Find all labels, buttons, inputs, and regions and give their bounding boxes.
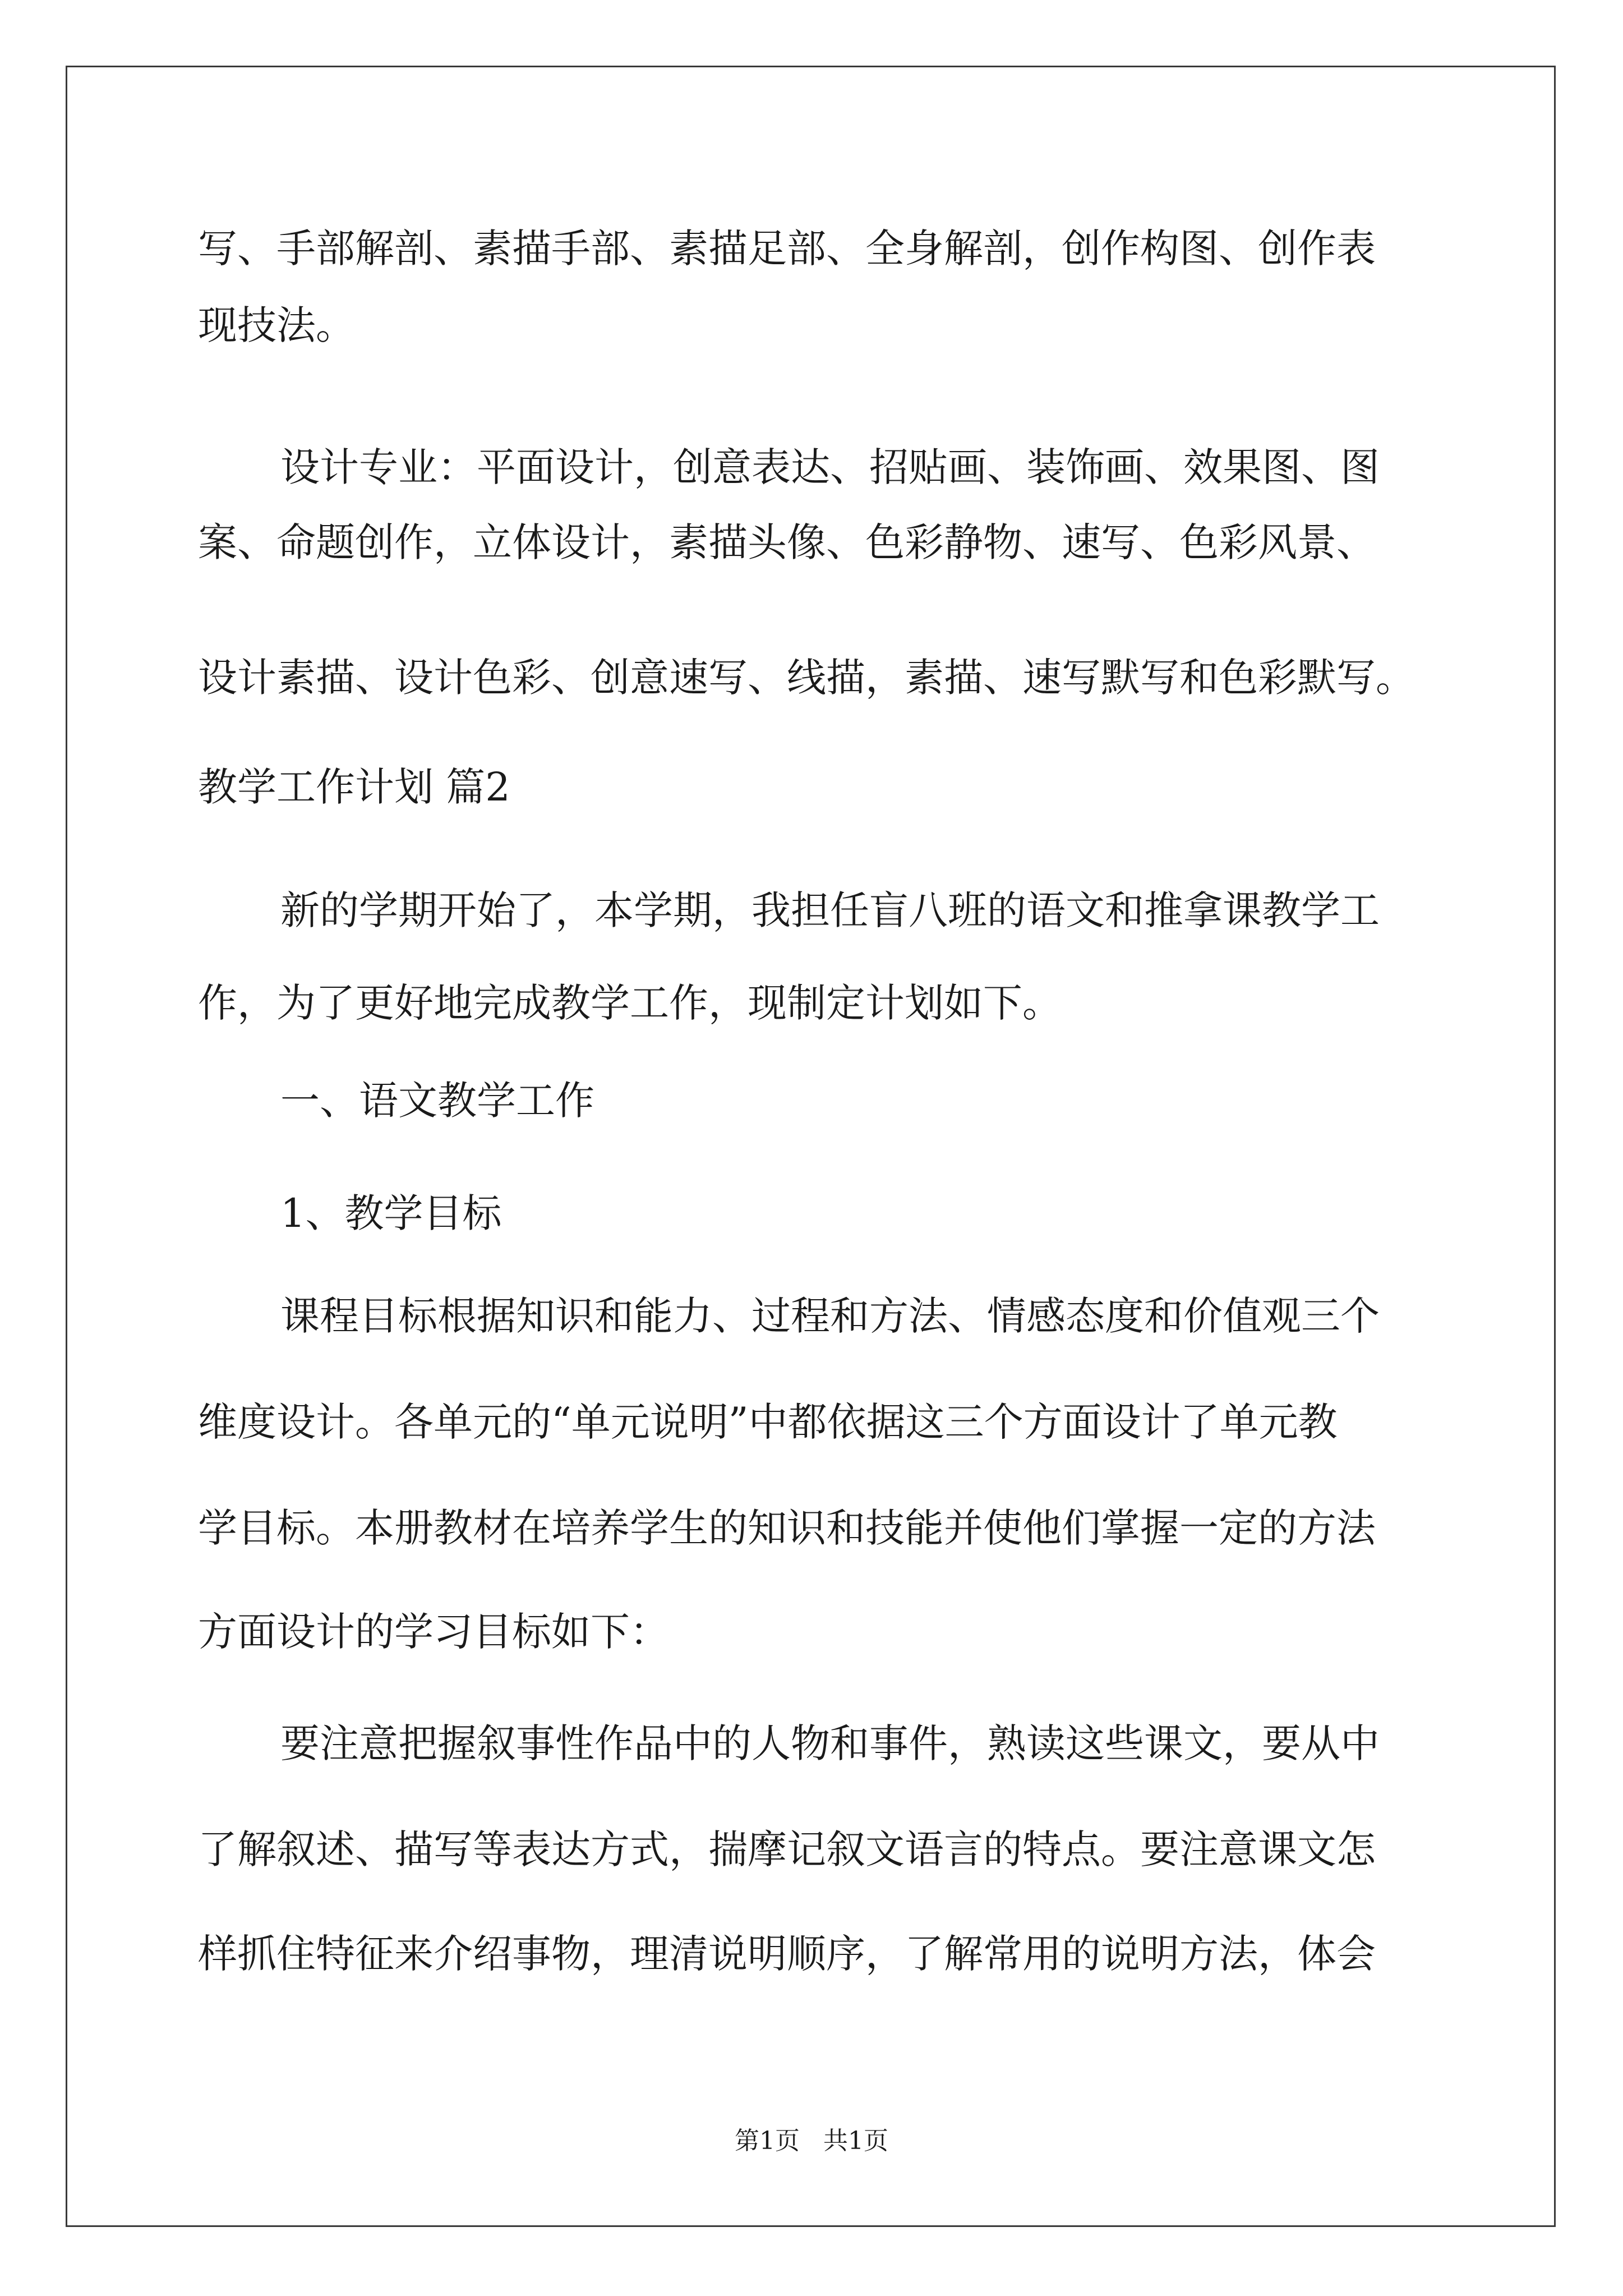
- text-line: 方面设计的学习目标如下：: [198, 1609, 669, 1655]
- text-line: 维度设计。各单元的“单元说明”中都依据这三个方面设计了单元教: [198, 1399, 1338, 1445]
- text-line: 设计专业：平面设计，创意表达、招贴画、装饰画、效果图、图: [280, 444, 1380, 490]
- text-line: 设计素描、设计色彩、创意速写、线描，素描、速写默写和色彩默写。: [198, 655, 1415, 701]
- text-line: 要注意把握叙事性作品中的人物和事件，熟读这些课文，要从中: [280, 1720, 1380, 1766]
- text-line: 新的学期开始了，本学期，我担任盲八班的语文和推拿课教学工: [280, 887, 1380, 933]
- text-line: 写、手部解剖、素描手部、素描足部、全身解剖，创作构图、创作表: [198, 226, 1376, 272]
- text-line: 了解叙述、描写等表达方式，揣摩记叙文语言的特点。要注意课文怎: [198, 1826, 1376, 1872]
- text-line: 课程目标根据知识和能力、过程和方法、情感态度和价值观三个: [280, 1293, 1380, 1339]
- text-line: 案、命题创作，立体设计，素描头像、色彩静物、速写、色彩风景、: [198, 519, 1376, 565]
- subheading: 一、语文教学工作: [280, 1078, 594, 1124]
- text-line: 作，为了更好地完成教学工作，现制定计划如下。: [198, 980, 1062, 1026]
- page-footer: 第1页 共1页: [735, 2127, 888, 2155]
- section-heading: 教学工作计划 篇2: [198, 764, 510, 810]
- text-line: 现技法。: [198, 302, 355, 348]
- text-line: 学目标。本册教材在培养学生的知识和技能并使他们掌握一定的方法: [198, 1505, 1376, 1551]
- subheading: 1、教学目标: [280, 1190, 502, 1236]
- text-line: 样抓住特征来介绍事物，理清说明顺序，了解常用的说明方法，体会: [198, 1931, 1376, 1977]
